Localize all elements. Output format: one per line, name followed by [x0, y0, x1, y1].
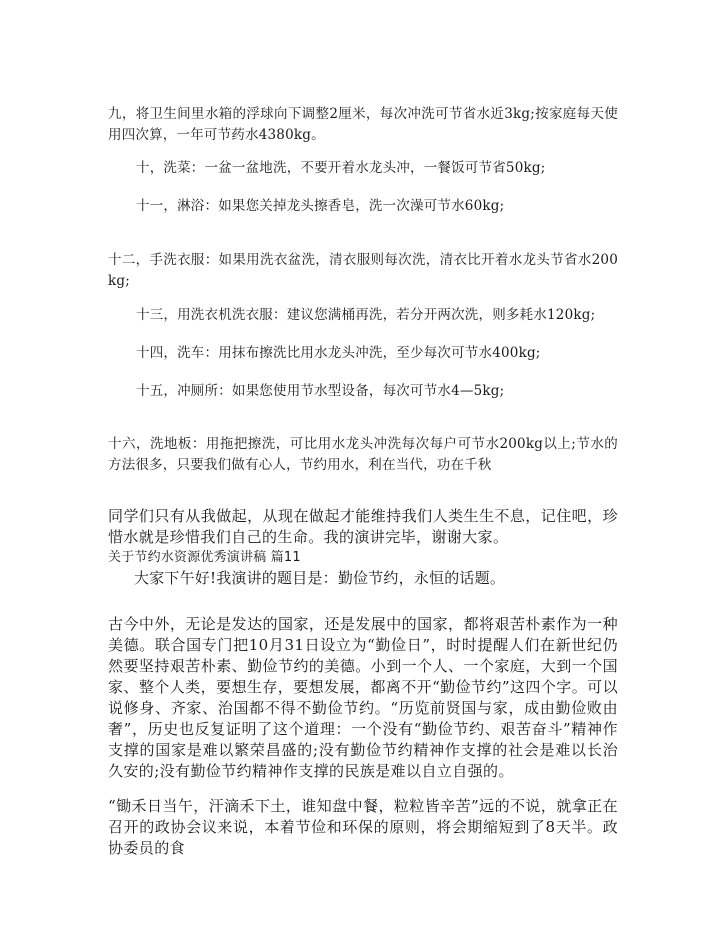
- paragraph-item-11: 十一，淋浴：如果您关掉龙头擦香皂，洗一次澡可节水60kg;: [136, 198, 505, 214]
- paragraph-item-12: 十二，手洗衣服：如果用洗衣盆洗，清衣服则每次洗，清衣比开着水龙头节省水200kg;: [108, 252, 618, 289]
- body-paragraph-1: 古今中外，无论是发达的国家，还是发展中的国家，都将艰苦朴素作为一种美德。联合国专门把10月31日设立为“勤俭日”，时时提醒人们在新世纪仍然要坚持艰苦朴素、勤俭节约的美德。小到一个人、一个家庭，大到一个国家、整个人类，要想生存，要想发展，都离不开“勤俭节约”这四个字。可以说修身、齐家、治国都不得不勤俭节约。“历览前贤国与家，成由勤俭败由奢”，历史也反复证明了这个道理：一个没有“勤俭节约、艰苦奋斗”精神作支撑的国家是难以繁荣昌盛的;没有勤俭节约精神作支撑的社会是难以长治久安的;没有勤俭节约精神作支撑的民族是难以自立自强的。: [108, 615, 618, 780]
- greeting-paragraph: 大家下午好!我演讲的题目是：勤俭节约，永恒的话题。: [134, 569, 506, 587]
- section-heading: 关于节约水资源优秀演讲稿 篇11: [108, 550, 301, 565]
- paragraph-item-16: 十六，洗地板：用拖把擦洗，可比用水龙头冲洗每次每户可节水200kg以上;节水的方法很多，只要我们做有心人，节约用水，利在当代，功在千秋: [108, 436, 618, 473]
- paragraph-item-14: 十四，洗车：用抹布擦洗比用水龙头冲洗，至少每次可节水400kg;: [136, 345, 541, 361]
- paragraph-item-9: 九，将卫生间里水箱的浮球向下调整2厘米，每次冲洗可节省水近3kg;按家庭每天使用四次算，一年可节药水4380kg。: [108, 106, 618, 143]
- paragraph-item-10: 十，洗菜：一盆一盆地洗，不要开着水龙头冲，一餐饭可节省50kg;: [136, 160, 546, 176]
- paragraph-item-13: 十三，用洗衣机洗衣服：建议您满桶再洗，若分开两次洗，则多耗水120kg;: [136, 307, 596, 323]
- closing-paragraph: 同学们只有从我做起，从现在做起才能维持我们人类生生不息，记住吧，珍惜水就是珍惜我们自己的生命。我的演讲完毕，谢谢大家。: [108, 507, 618, 546]
- paragraph-item-15: 十五，冲厕所：如果您使用节水型设备，每次可节水4—5kg;: [136, 383, 505, 399]
- body-paragraph-2: “锄禾日当午，汗滴禾下土，谁知盘中餐，粒粒皆辛苦”远的不说，就拿正在召开的政协会议来说，本着节俭和环保的原则，将会期缩短到了8天半。政协委员的食: [108, 797, 618, 857]
